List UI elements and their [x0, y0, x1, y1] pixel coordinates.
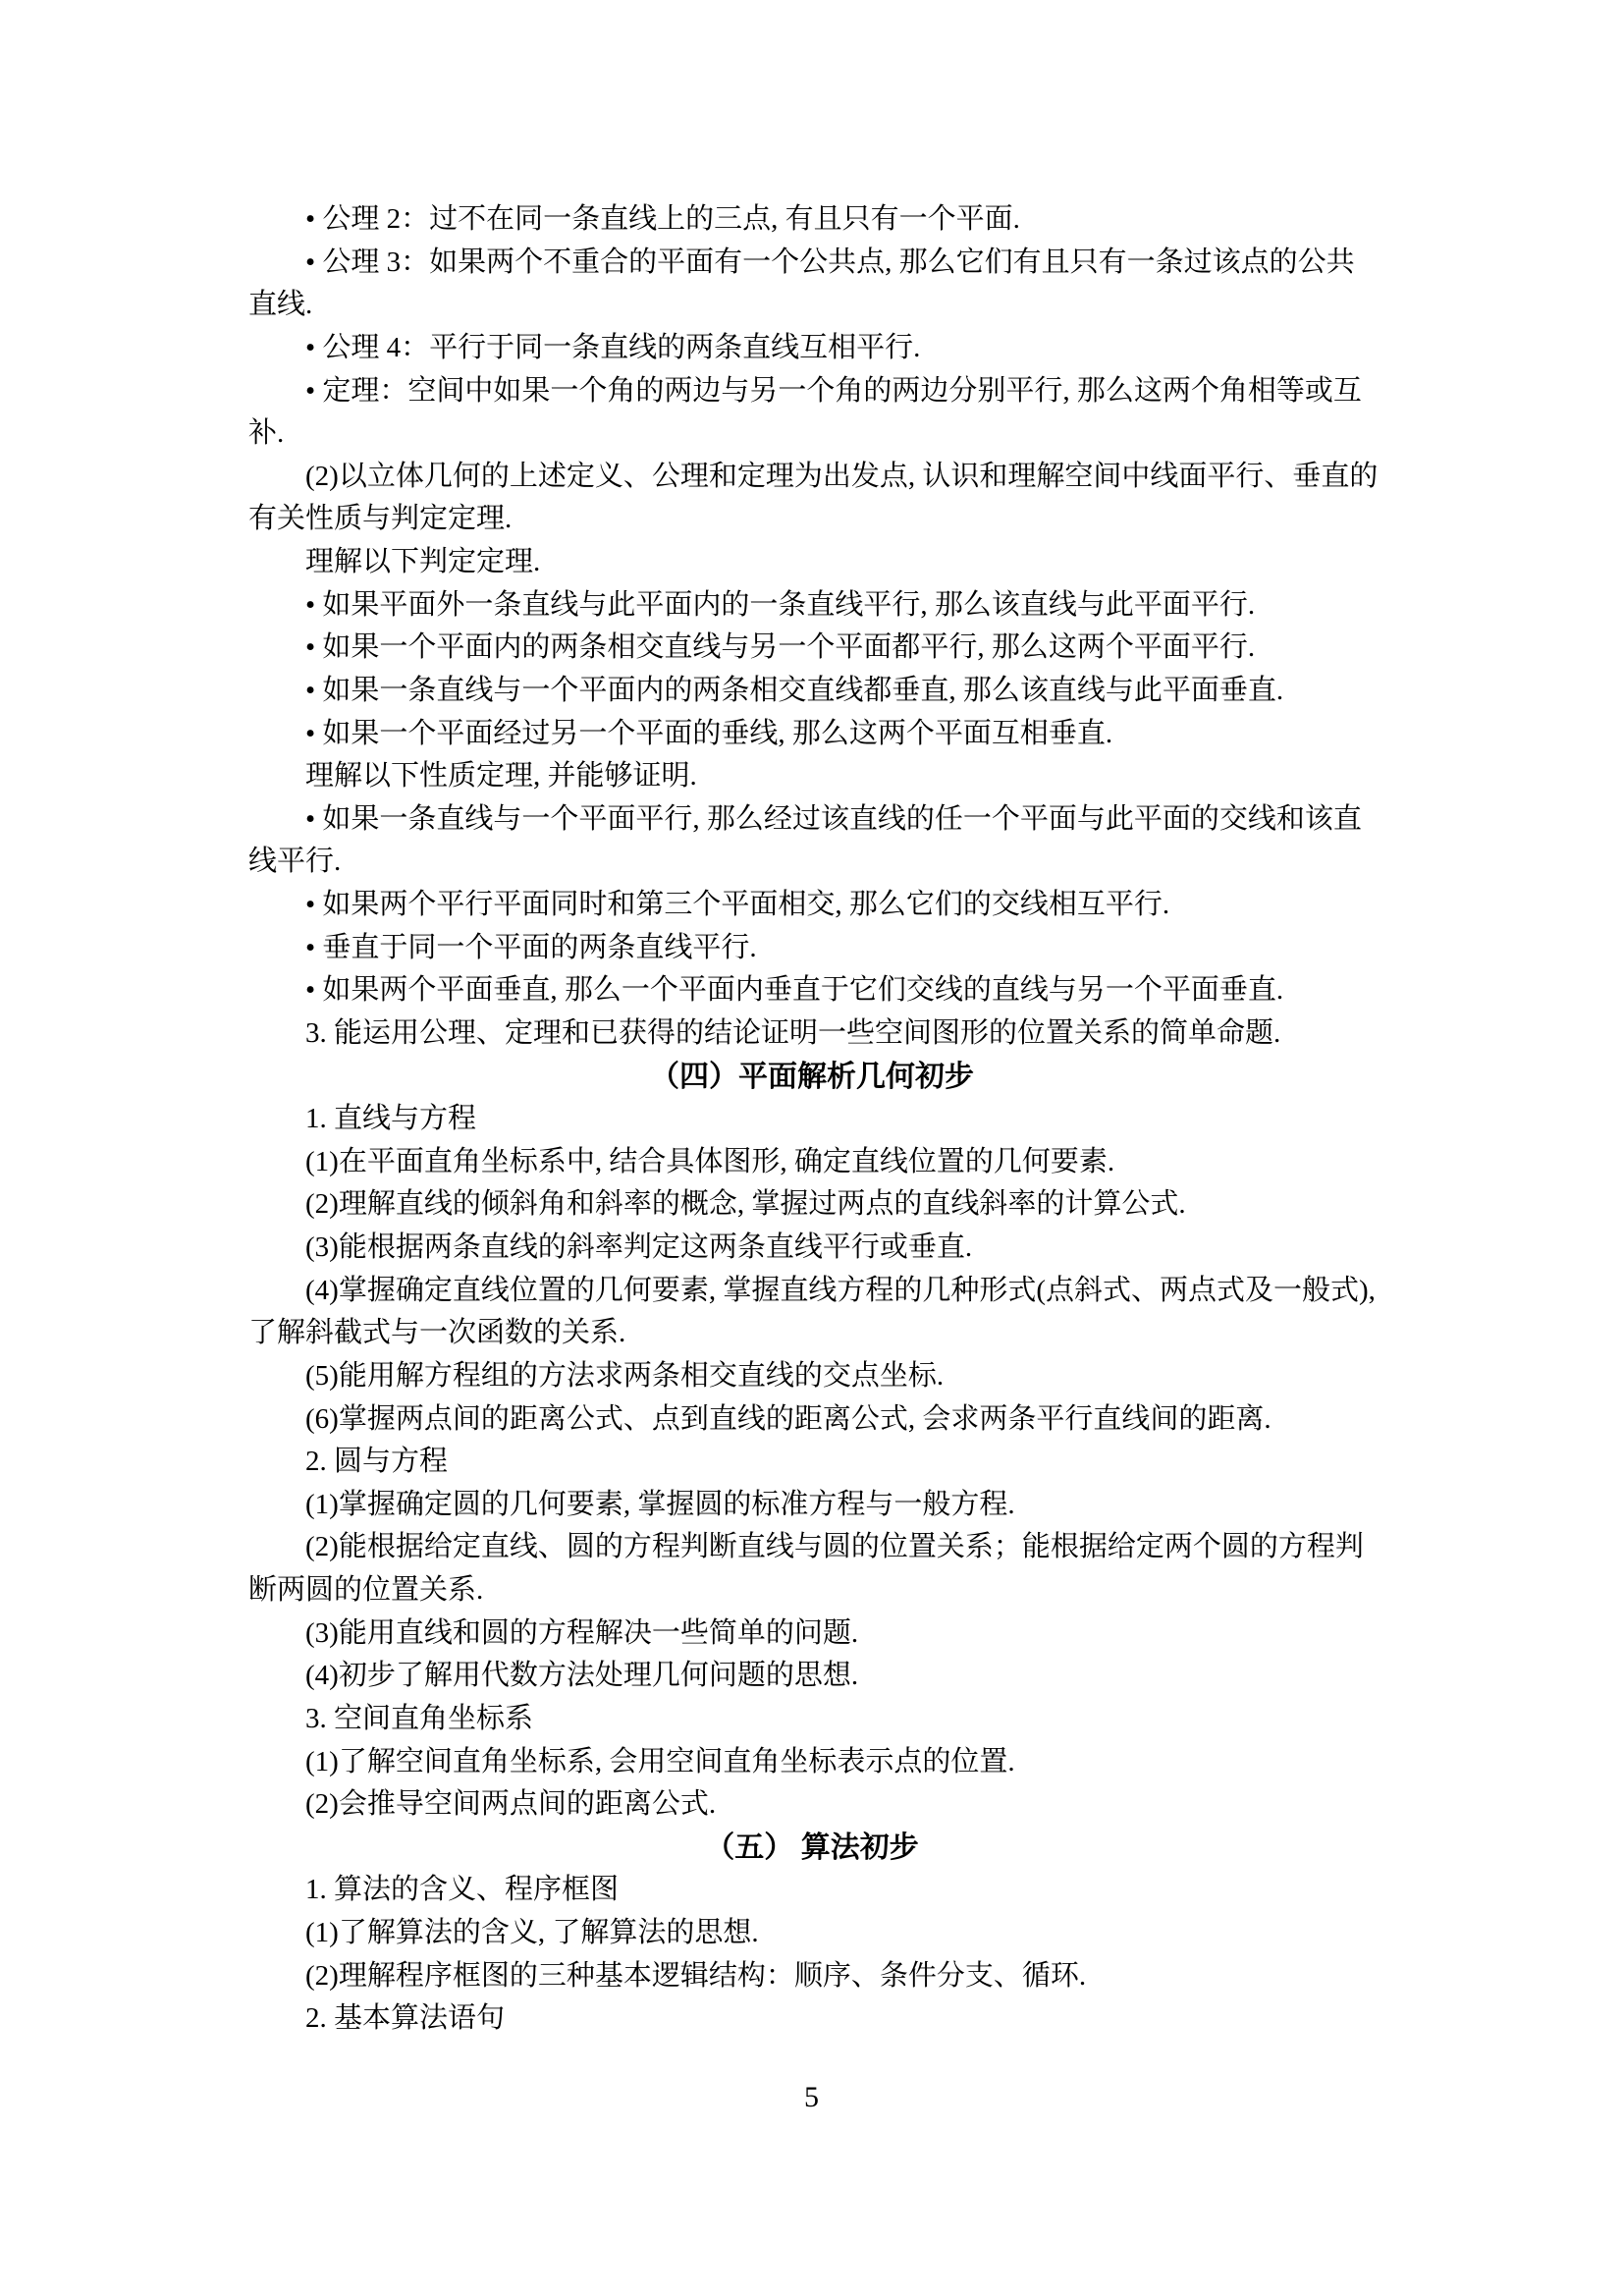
- text-line: 补.: [248, 417, 285, 450]
- paragraph-line: (2)理解程序框图的三种基本逻辑结构：顺序、条件分支、循环.: [305, 1959, 1087, 1992]
- paragraph-line: (2)会推导空间两点间的距离公式.: [305, 1788, 717, 1821]
- paragraph-line: (4)初步了解用代数方法处理几何问题的思想.: [305, 1660, 859, 1692]
- bullet-item: • 定理：空间中如果一个角的两边与另一个角的两边分别平行, 那么这两个角相等或互: [305, 374, 1362, 407]
- paragraph-line: (1)了解算法的含义, 了解算法的思想.: [305, 1917, 759, 1948]
- paragraph-line: (4)掌握确定直线位置的几何要素, 掌握直线方程的几种形式(点斜式、两点式及一般式),: [305, 1274, 1376, 1306]
- paragraph-line: 2. 圆与方程: [305, 1446, 449, 1478]
- paragraph-line: 1. 算法的含义、程序框图: [305, 1874, 620, 1906]
- bullet-item: • 如果一条直线与一个平面内的两条相交直线都垂直, 那么该直线与此平面垂直.: [305, 674, 1284, 706]
- text-line: 断两圆的位置关系.: [248, 1574, 484, 1606]
- paragraph-line: 3. 空间直角坐标系: [305, 1702, 534, 1734]
- paragraph-line: 2. 基本算法语句: [305, 2002, 506, 2035]
- paragraph-line: (2)以立体几何的上述定义、公理和定理为出发点, 认识和理解空间中线面平行、垂直的: [305, 460, 1379, 492]
- bullet-item: • 如果两个平面垂直, 那么一个平面内垂直于它们交线的直线与另一个平面垂直.: [305, 974, 1284, 1007]
- bullet-item: • 如果一个平面内的两条相交直线与另一个平面都平行, 那么这两个平面平行.: [305, 631, 1256, 664]
- bullet-item: • 公理 4：平行于同一条直线的两条直线互相平行.: [305, 331, 921, 363]
- text-line: 有关性质与判定定理.: [248, 503, 513, 535]
- bullet-item: • 如果平面外一条直线与此平面内的一条直线平行, 那么该直线与此平面平行.: [305, 588, 1256, 621]
- paragraph-line: (2)能根据给定直线、圆的方程判断直线与圆的位置关系；能根据给定两个圆的方程判: [305, 1531, 1364, 1563]
- paragraph-line: (1)在平面直角坐标系中, 结合具体图形, 确定直线位置的几何要素.: [305, 1145, 1115, 1177]
- paragraph-line: (1)了解空间直角坐标系, 会用空间直角坐标表示点的位置.: [305, 1745, 1015, 1777]
- paragraph-line: 理解以下判定定理.: [305, 546, 541, 577]
- paragraph-line: (3)能根据两条直线的斜率判定这两条直线平行或垂直.: [305, 1231, 973, 1263]
- section-heading-4: （四）平面解析几何初步: [650, 1060, 974, 1093]
- page-number: 5: [804, 2081, 819, 2113]
- bullet-item: • 如果一条直线与一个平面平行, 那么经过该直线的任一个平面与此平面的交线和该直: [305, 802, 1362, 835]
- bullet-item: • 如果两个平行平面同时和第三个平面相交, 那么它们的交线相互平行.: [305, 889, 1170, 920]
- bullet-item: • 如果一个平面经过另一个平面的垂线, 那么这两个平面互相垂直.: [305, 717, 1113, 749]
- paragraph-line: (5)能用解方程组的方法求两条相交直线的交点坐标.: [305, 1359, 945, 1392]
- bullet-item: • 公理 3：如果两个不重合的平面有一个公共点, 那么它们有且只有一条过该点的公共: [305, 246, 1355, 278]
- paragraph-line: (3)能用直线和圆的方程解决一些简单的问题.: [305, 1616, 859, 1649]
- document-text-block: [248, 198, 1379, 2041]
- paragraph-line: (1)掌握确定圆的几何要素, 掌握圆的标准方程与一般方程.: [305, 1488, 1015, 1520]
- bullet-item: • 公理 2：过不在同一条直线上的三点, 有且只有一个平面.: [305, 203, 1020, 235]
- text-line: 直线.: [248, 289, 313, 321]
- text-line: 了解斜截式与一次函数的关系.: [248, 1317, 626, 1349]
- paragraph-line: 3. 能运用公理、定理和已获得的结论证明一些空间图形的位置关系的简单命题.: [305, 1016, 1281, 1049]
- paragraph-line: (6)掌握两点间的距离公式、点到直线的距离公式, 会求两条平行直线间的距离.: [305, 1402, 1271, 1435]
- text-line: 线平行.: [248, 846, 342, 878]
- section-heading-5: （五） 算法初步: [705, 1831, 919, 1864]
- paragraph-line: (2)理解直线的倾斜角和斜率的概念, 掌握过两点的直线斜率的计算公式.: [305, 1188, 1186, 1221]
- paragraph-line: 理解以下性质定理, 并能够证明.: [305, 760, 697, 793]
- paragraph-line: 1. 直线与方程: [305, 1103, 477, 1135]
- bullet-item: • 垂直于同一个平面的两条直线平行.: [305, 931, 757, 963]
